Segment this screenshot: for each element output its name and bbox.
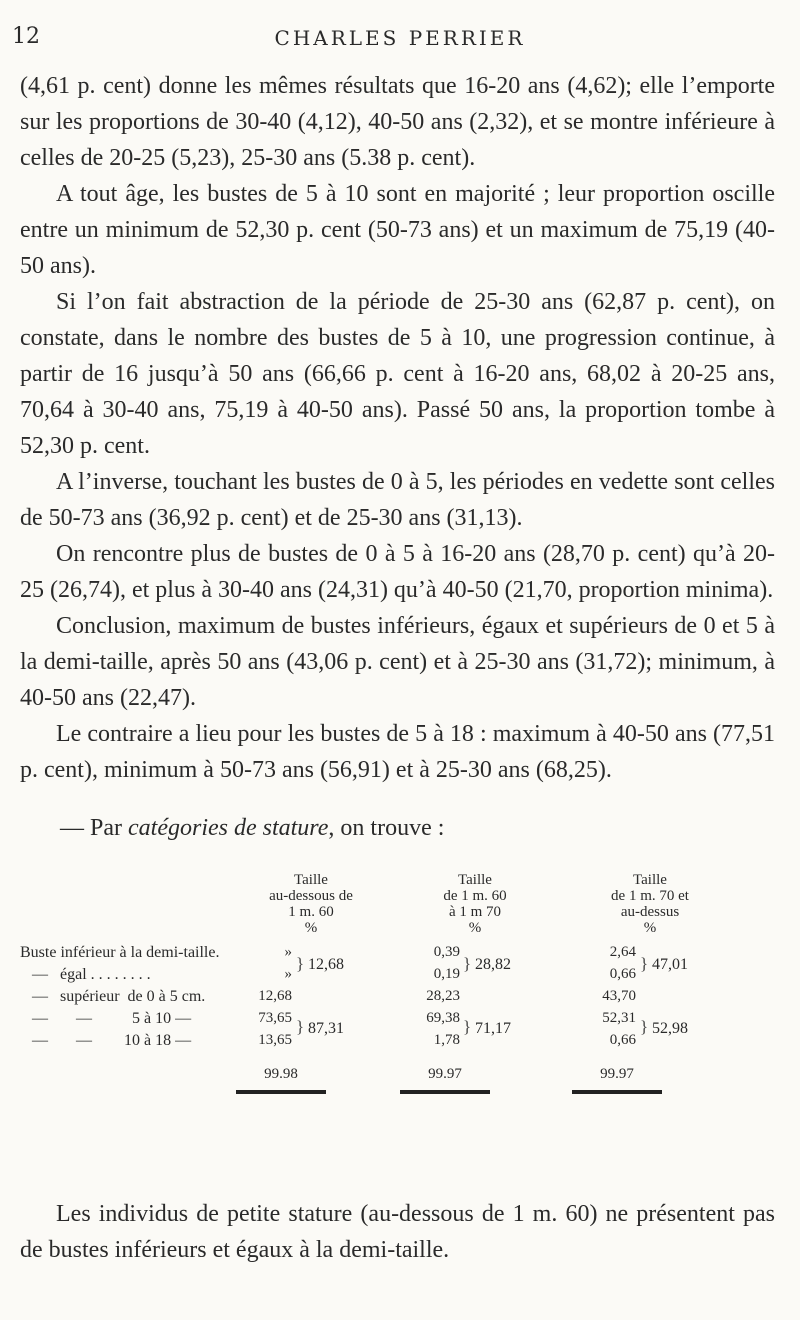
subtotal: 87,31 bbox=[308, 1020, 344, 1037]
table-cell: 43,70 bbox=[602, 988, 636, 1004]
column-header-above-170: Taille de 1 m. 70 et au-dessus % bbox=[611, 872, 689, 936]
brace: } bbox=[463, 1017, 472, 1036]
brace: } bbox=[640, 1017, 649, 1036]
column-header-160-170: Taille de 1 m. 60 à 1 m 70 % bbox=[443, 872, 507, 936]
paragraph: On rencontre plus de bustes de 0 à 5 à 16-20 ans (28,70 p. cent) qu’à 20-25 (26,74), et plus à 30-40 ans (24,31) qu’à 40-50 (21,70, proportion minima). bbox=[20, 541, 775, 603]
column-header-below-160: Taille au-dessous de 1 m. 60 % bbox=[269, 872, 353, 936]
table-cell: » bbox=[284, 944, 292, 960]
table-cell: » bbox=[284, 966, 292, 982]
paragraph: A l’inverse, touchant les bustes de 0 à 5, les périodes en vedette sont celles de 50-73 ans (36,92 p. cent) et de 25-30 ans (31,13). bbox=[20, 469, 775, 531]
intro-emphasis: catégories de stature bbox=[128, 815, 329, 841]
page-header bbox=[0, 24, 800, 54]
subtotal: 47,01 bbox=[652, 956, 688, 973]
stature-intro bbox=[20, 810, 775, 846]
row-label: — supérieur de 0 à 5 cm. bbox=[20, 988, 206, 1005]
brace: } bbox=[463, 954, 472, 973]
running-head: CHARLES PERRIER bbox=[274, 26, 526, 50]
paragraph: Les individus de petite stature (au-dessous de 1 m. 60) ne présentent pas de bustes inférieurs et égaux à la demi-taille. bbox=[20, 1201, 775, 1263]
subtotal: 52,98 bbox=[652, 1020, 688, 1037]
table-cell: 0,19 bbox=[433, 966, 460, 982]
subtotal: 28,82 bbox=[475, 956, 511, 973]
paragraph: (4,61 p. cent) donne les mêmes résultats que 16-20 ans (4,62); elle l’emporte sur les proportions de 30-40 (4,12), 40-50 ans (2,32), et se montre inférieure à celles de 20-25 (5,23), 25-30 ans (5.38 p. cent). bbox=[20, 73, 775, 171]
table-cell: 2,64 bbox=[609, 944, 636, 960]
table-cell: 1,78 bbox=[433, 1032, 460, 1048]
column-total: 99.97 bbox=[428, 1066, 462, 1082]
table-cell: 0,66 bbox=[609, 966, 636, 982]
table-cell: 52,31 bbox=[602, 1010, 636, 1026]
table-cell: 73,65 bbox=[258, 1010, 292, 1026]
column-total: 99.98 bbox=[264, 1066, 298, 1082]
subtotal: 71,17 bbox=[475, 1020, 511, 1037]
row-label: — — 10 à 18 — bbox=[20, 1032, 192, 1049]
total-rule bbox=[572, 1090, 662, 1094]
column-total: 99.97 bbox=[600, 1066, 634, 1082]
final-text bbox=[20, 1196, 775, 1268]
subtotal: 12,68 bbox=[308, 956, 344, 973]
row-label: — — 5 à 10 — bbox=[20, 1010, 192, 1027]
table-cell: 12,68 bbox=[258, 988, 292, 1004]
brace: } bbox=[640, 954, 649, 973]
paragraph: Si l’on fait abstraction de la période de 25-30 ans (62,87 p. cent), on constate, dans le nombre des bustes de 5 à 10, une progression continue, à partir de 16 jusqu’à 50 ans (66,66 p. cent à 16-20 ans, 68,02 à 20-25 ans, 70,64 à 30-40 ans, 75,19 à 40-50 ans). Passé 50 ans, la proportion tombe à 52,30 p. cent. bbox=[20, 289, 775, 459]
table-cell: 13,65 bbox=[258, 1032, 292, 1048]
brace: } bbox=[296, 1017, 305, 1036]
table-cell: 0,39 bbox=[433, 944, 460, 960]
intro-prefix: — Par bbox=[60, 815, 128, 841]
table-cell: 28,23 bbox=[426, 988, 460, 1004]
stature-table bbox=[20, 872, 780, 1132]
row-label: Buste inférieur à la demi-taille. bbox=[20, 944, 220, 961]
body-text bbox=[20, 68, 775, 846]
row-label: — égal . . . . . . . . bbox=[20, 966, 151, 983]
total-rule bbox=[400, 1090, 490, 1094]
intro-suffix: , on trouve : bbox=[328, 815, 445, 841]
paragraph: Le contraire a lieu pour les bustes de 5 à 18 : maximum à 40-50 ans (77,51 p. cent), minimum à 50-73 ans (56,91) et à 25-30 ans (68,25). bbox=[20, 721, 775, 783]
table-cell: 0,66 bbox=[609, 1032, 636, 1048]
paragraph: Conclusion, maximum de bustes inférieurs, égaux et supérieurs de 0 et 5 à la demi-taille, après 50 ans (43,06 p. cent) et à 25-30 ans (31,72); minimum, à 40-50 ans (22,47). bbox=[20, 613, 775, 711]
table-cell: 69,38 bbox=[426, 1010, 460, 1026]
total-rule bbox=[236, 1090, 326, 1094]
brace: } bbox=[296, 954, 305, 973]
page-number: 12 bbox=[12, 24, 40, 49]
paragraph: A tout âge, les bustes de 5 à 10 sont en majorité ; leur proportion oscille entre un minimum de 52,30 p. cent (50-73 ans) et un maximum de 75,19 (40-50 ans). bbox=[20, 181, 775, 279]
